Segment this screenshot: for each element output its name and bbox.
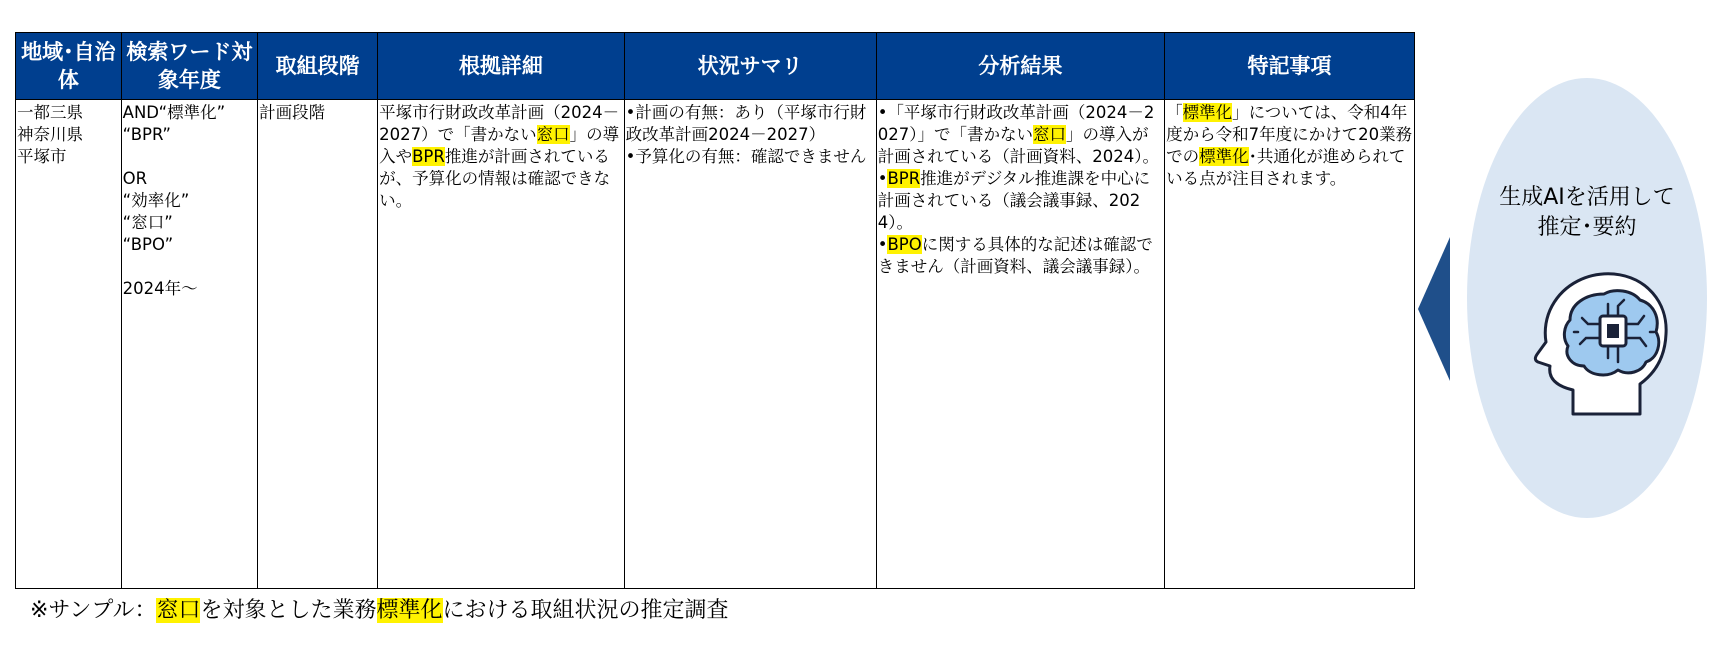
- header-summary: 状況サマリ: [624, 33, 876, 100]
- table-header-row: [16, 33, 1415, 100]
- footnote-text: ※サンプル：: [30, 598, 157, 623]
- analysis-text: 推進がデジタル推進課を中心に計画されている（議会議事録、2024）。: [877, 169, 1151, 232]
- search-word-line: “BPR”: [122, 125, 171, 144]
- cell-basis: [378, 100, 625, 589]
- cell-notes: [1165, 100, 1415, 589]
- analysis-text: 」の導入が計画されている（計画資料、2024）。: [877, 125, 1159, 166]
- search-word-line: AND“標準化”: [122, 103, 226, 122]
- notes-text: 」については、令和4年度から令和7年度にかけて20業務での: [1166, 103, 1413, 166]
- search-word-line: [123, 146, 256, 168]
- cell-analysis: [876, 100, 1164, 589]
- bullet: •: [877, 235, 888, 254]
- ai-label-line-1: 生成AIを活用して: [1499, 185, 1675, 210]
- basis-text: 」の導入や: [379, 125, 620, 166]
- head-with-chip-icon: [1508, 262, 1678, 432]
- search-word-line: “BPO”: [122, 235, 174, 254]
- cell-region: [16, 100, 122, 589]
- ai-label-line-2: 推定･要約: [1537, 215, 1637, 240]
- header-notes: 特記事項: [1165, 33, 1415, 100]
- bullet: •: [877, 169, 888, 188]
- highlight-keyword: 窓口: [536, 125, 570, 144]
- analysis-item: [878, 168, 1163, 234]
- highlight-keyword: 窓口: [156, 598, 201, 623]
- region-level-3: 平塚市: [17, 147, 67, 166]
- search-word-line: “窓口”: [122, 213, 173, 232]
- highlight-keyword: BPR: [887, 169, 921, 188]
- footnote-text: における取組状況の推定調査: [442, 598, 729, 623]
- survey-table: [15, 32, 1415, 589]
- search-word-line: “効率化”: [122, 191, 190, 210]
- highlight-keyword: 標準化: [1199, 147, 1249, 166]
- analysis-item: [878, 234, 1163, 278]
- highlight-keyword: BPR: [412, 147, 445, 166]
- analysis-text: •「平塚市行財政改革計画（2024－2027）」で「書かない: [877, 103, 1155, 144]
- footnote-text: を対象とした業務: [200, 598, 377, 623]
- analysis-item: [878, 102, 1163, 168]
- summary-item: •計画の有無：あり（平塚市行財政改革計画2024－2027）: [625, 103, 867, 144]
- ai-panel-label: [1467, 183, 1707, 243]
- header-basis: 根拠詳細: [378, 33, 625, 100]
- cell-search-words: [121, 100, 257, 589]
- notes-text: 「: [1166, 103, 1183, 122]
- cell-stage: 計画段階: [258, 100, 378, 589]
- highlight-keyword: 窓口: [1032, 125, 1066, 144]
- left-arrow-icon: [1418, 237, 1450, 381]
- search-word-line: [123, 256, 256, 278]
- footnote: [30, 596, 729, 626]
- highlight-keyword: 標準化: [1182, 103, 1233, 122]
- basis-text: 平塚市行財政改革計画（2024－2027）で「書かない: [379, 103, 620, 144]
- basis-text: 推進が計画されているが、予算化の情報は確認できない。: [379, 147, 611, 210]
- highlight-keyword: BPO: [887, 235, 922, 254]
- header-analysis: 分析結果: [876, 33, 1164, 100]
- highlight-keyword: 標準化: [376, 598, 443, 623]
- summary-item: •予算化の有無：確認できません: [625, 147, 867, 166]
- region-level-2: 神奈川県: [17, 125, 83, 144]
- analysis-text: に関する具体的な記述は確認できません（計画資料、議会議事録）。: [877, 235, 1153, 276]
- table-row: [16, 100, 1415, 589]
- cell-summary: [624, 100, 876, 589]
- header-stage: 取組段階: [258, 33, 378, 100]
- notes-text: ･共通化が進められている点が注目されます。: [1166, 147, 1406, 188]
- search-word-line: 2024年～: [122, 279, 198, 298]
- region-level-1: 一都三県: [17, 103, 83, 122]
- header-search-words: 検索ワード対象年度: [121, 33, 257, 100]
- search-word-line: OR: [122, 169, 148, 188]
- header-region: 地域･自治体: [16, 33, 122, 100]
